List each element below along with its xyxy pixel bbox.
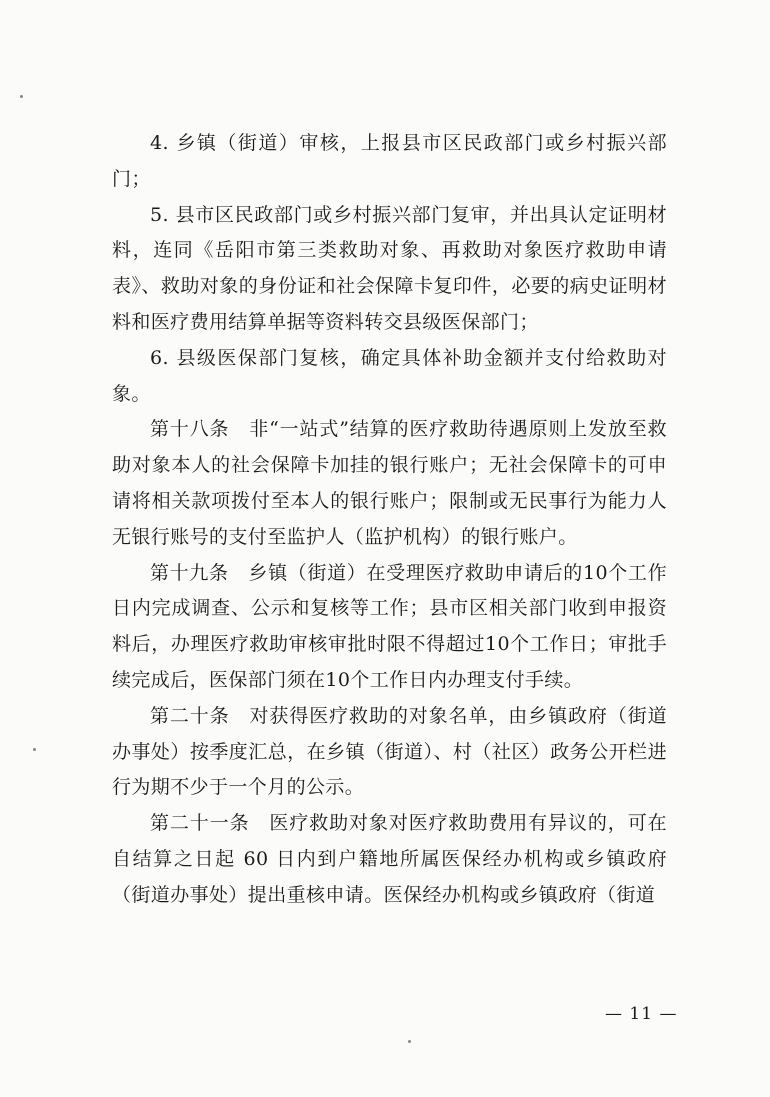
scan-speck [20, 95, 23, 98]
paragraph-step-6: 6. 县级医保部门复核，确定具体补助金额并支付给救助对象。 [112, 346, 667, 405]
paragraph-article-21: 第二十一条 医疗救助对象对医疗救助费用有异议的，可在自结算之日起 60 日内到户籍地所属医保经办机构或乡镇政府（街道办事处）提出重核申请。医保经办机构或乡镇政府（街道 [112, 812, 667, 906]
paragraph-article-20: 第二十条 对获得医疗救助的对象名单，由乡镇政府（街道办事处）按季度汇总，在乡镇（街道）、村（社区）政务公开栏进行为期不少于一个月的公示。 [112, 704, 667, 799]
paragraph-article-18: 第十八条 非“一站式”结算的医疗救助待遇原则上发放至救助对象本人的社会保障卡加挂的银行账户；无社会保障卡的可申请将相关款项拨付至本人的银行账户；限制或无民事行为能力人无银行账号的支付至监护人（监护机构）的银行账户。 [112, 418, 667, 548]
page-number: — 11 — [605, 1004, 678, 1024]
paragraph-step-4: 4. 乡镇（街道）审核，上报县市区民政部门或乡村振兴部门； [112, 132, 667, 190]
scan-speck [33, 748, 36, 751]
paragraph-step-5: 5. 县市区民政部门或乡村振兴部门复审，并出具认定证明材料，连同《岳阳市第三类救助对象、再救助对象医疗救助申请表》、救助对象的身份证和社会保障卡复印件，必要的病史证明材料和医疗费用结算单据等资料转交县级医保部门； [112, 203, 667, 333]
paragraph-article-19: 第十九条 乡镇（街道）在受理医疗救助申请后的10个工作日内完成调查、公示和复核等工作；县市区相关部门收到申报资料后，办理医疗救助审核审批时限不得超过10个工作日；审批手续完成后，医保部门须在10个工作日内办理支付手续。 [112, 561, 667, 691]
scan-speck [408, 1040, 411, 1043]
body-text [112, 126, 667, 914]
